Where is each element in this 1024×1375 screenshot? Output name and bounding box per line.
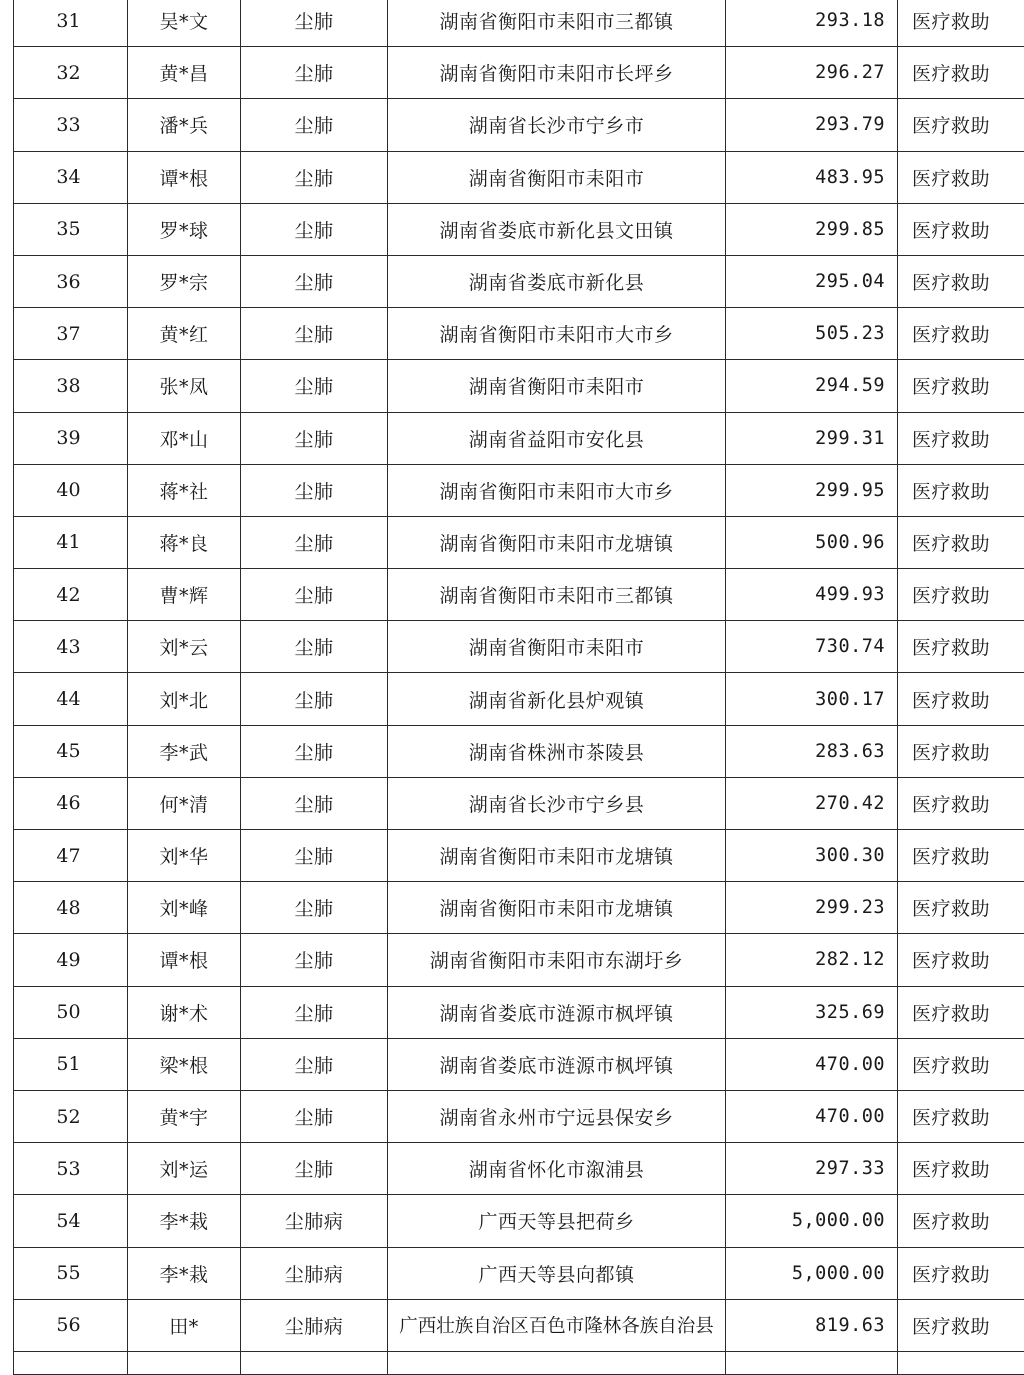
cell-address: 广西壮族自治区百色市隆林各族自治县	[388, 1299, 726, 1351]
cell-amount: 325.69	[726, 986, 898, 1038]
cell-name: 张*凤	[128, 360, 241, 412]
cell-disease: 尘肺	[241, 725, 388, 777]
cell-disease: 尘肺病	[241, 1195, 388, 1247]
cell-disease: 尘肺	[241, 255, 388, 307]
cell-disease: 尘肺	[241, 412, 388, 464]
cell-relief-type: 医疗救助	[898, 412, 1024, 464]
cell-name: 潘*兵	[128, 99, 241, 151]
table-row	[14, 1038, 1024, 1090]
cell-name: 刘*华	[128, 830, 241, 882]
cell-name: 蒋*社	[128, 464, 241, 516]
cell-address: 湖南省长沙市宁乡市	[388, 99, 726, 151]
cell-serial-number: 37	[14, 308, 128, 360]
cell-address: 湖南省娄底市新化县	[388, 255, 726, 307]
cell-relief-type: 医疗救助	[898, 830, 1024, 882]
cell-address: 湖南省衡阳市耒阳市三都镇	[388, 569, 726, 621]
cell-name: 刘*峰	[128, 882, 241, 934]
cell-amount: 299.95	[726, 464, 898, 516]
cell-serial-number: 31	[14, 0, 128, 47]
cell-relief-type: 医疗救助	[898, 516, 1024, 568]
cell-address: 湖南省娄底市涟源市枫坪镇	[388, 986, 726, 1038]
cell-serial-number: 42	[14, 569, 128, 621]
cell-relief-type: 医疗救助	[898, 986, 1024, 1038]
cell-serial-number: 56	[14, 1299, 128, 1351]
cell-address: 湖南省长沙市宁乡县	[388, 777, 726, 829]
cell-relief-type: 医疗救助	[898, 47, 1024, 99]
cell-disease: 尘肺	[241, 203, 388, 255]
table-row	[14, 1195, 1024, 1247]
cell-disease: 尘肺病	[241, 1247, 388, 1299]
cell-name: 谭*根	[128, 934, 241, 986]
cell-amount: 283.63	[726, 725, 898, 777]
cell-name: 刘*北	[128, 673, 241, 725]
cell-disease: 尘肺	[241, 151, 388, 203]
table-row-partial	[14, 1351, 1024, 1374]
cell-address: 湖南省衡阳市耒阳市大市乡	[388, 464, 726, 516]
cell-amount: 470.00	[726, 1090, 898, 1142]
cell-amount: 499.93	[726, 569, 898, 621]
cell-address: 湖南省益阳市安化县	[388, 412, 726, 464]
cell-address: 湖南省衡阳市耒阳市	[388, 360, 726, 412]
cell-serial-number: 51	[14, 1038, 128, 1090]
cell-name: 梁*根	[128, 1038, 241, 1090]
cell-disease: 尘肺	[241, 1143, 388, 1195]
cell-amount: 293.18	[726, 0, 898, 47]
cell-relief-type: 医疗救助	[898, 0, 1024, 47]
cell-relief-type: 医疗救助	[898, 203, 1024, 255]
table-row	[14, 0, 1024, 47]
table-row	[14, 464, 1024, 516]
cell-address: 湖南省娄底市涟源市枫坪镇	[388, 1038, 726, 1090]
table-row	[14, 777, 1024, 829]
table-row	[14, 151, 1024, 203]
table-row	[14, 203, 1024, 255]
table-row	[14, 1247, 1024, 1299]
cell-disease: 尘肺	[241, 882, 388, 934]
cell-disease: 尘肺	[241, 986, 388, 1038]
cell-name: 邓*山	[128, 412, 241, 464]
cell-address: 湖南省娄底市新化县文田镇	[388, 203, 726, 255]
cell-name: 黄*宇	[128, 1090, 241, 1142]
cell-serial-number: 49	[14, 934, 128, 986]
cell-disease: 尘肺	[241, 47, 388, 99]
cell-amount: 270.42	[726, 777, 898, 829]
cell-serial-number: 34	[14, 151, 128, 203]
cell-address: 湖南省衡阳市耒阳市龙塘镇	[388, 516, 726, 568]
cell-address: 湖南省衡阳市耒阳市龙塘镇	[388, 882, 726, 934]
cell-amount: 299.23	[726, 882, 898, 934]
table-row	[14, 255, 1024, 307]
cell-name: 黄*红	[128, 308, 241, 360]
table-row	[14, 882, 1024, 934]
cell-relief-type: 医疗救助	[898, 1247, 1024, 1299]
cell-amount: 296.27	[726, 47, 898, 99]
cell-amount: 300.30	[726, 830, 898, 882]
cell-disease: 尘肺	[241, 621, 388, 673]
cell-address: 湖南省株洲市茶陵县	[388, 725, 726, 777]
cell-relief-type: 医疗救助	[898, 151, 1024, 203]
cell-disease: 尘肺	[241, 464, 388, 516]
cell-address: 湖南省衡阳市耒阳市	[388, 151, 726, 203]
cell-disease: 尘肺	[241, 673, 388, 725]
cell-name: 谭*根	[128, 151, 241, 203]
table-row	[14, 99, 1024, 151]
cell-amount: 470.00	[726, 1038, 898, 1090]
cell-relief-type: 医疗救助	[898, 1090, 1024, 1142]
table-row	[14, 47, 1024, 99]
cell-relief-type: 医疗救助	[898, 777, 1024, 829]
cell-relief-type: 医疗救助	[898, 1299, 1024, 1351]
cell-amount: 295.04	[726, 255, 898, 307]
table-row	[14, 934, 1024, 986]
cell-disease: 尘肺	[241, 360, 388, 412]
cell-amount: 819.63	[726, 1299, 898, 1351]
cell-address: 湖南省新化县炉观镇	[388, 673, 726, 725]
cell-disease: 尘肺	[241, 777, 388, 829]
cell-address: 湖南省衡阳市耒阳市	[388, 621, 726, 673]
cell-relief-type: 医疗救助	[898, 1143, 1024, 1195]
cell-relief-type: 医疗救助	[898, 621, 1024, 673]
cell-address: 湖南省衡阳市耒阳市龙塘镇	[388, 830, 726, 882]
cell-address: 湖南省衡阳市耒阳市东湖圩乡	[388, 934, 726, 986]
cell-serial-number: 55	[14, 1247, 128, 1299]
table-row	[14, 412, 1024, 464]
cell-disease: 尘肺	[241, 308, 388, 360]
cell-relief-type: 医疗救助	[898, 569, 1024, 621]
cell-relief-type: 医疗救助	[898, 255, 1024, 307]
cell-name: 田*	[128, 1299, 241, 1351]
cell-serial-number: 50	[14, 986, 128, 1038]
cell-serial-number: 44	[14, 673, 128, 725]
cell-name: 曹*辉	[128, 569, 241, 621]
empty-cell	[241, 1351, 388, 1374]
cell-relief-type: 医疗救助	[898, 673, 1024, 725]
cell-amount: 505.23	[726, 308, 898, 360]
cell-amount: 299.85	[726, 203, 898, 255]
cell-serial-number: 35	[14, 203, 128, 255]
cell-name: 李*栽	[128, 1247, 241, 1299]
cell-name: 刘*云	[128, 621, 241, 673]
table-row	[14, 725, 1024, 777]
cell-address: 湖南省衡阳市耒阳市长坪乡	[388, 47, 726, 99]
cell-serial-number: 41	[14, 516, 128, 568]
cell-serial-number: 33	[14, 99, 128, 151]
cell-amount: 500.96	[726, 516, 898, 568]
cell-serial-number: 47	[14, 830, 128, 882]
cell-name: 罗*宗	[128, 255, 241, 307]
cell-amount: 300.17	[726, 673, 898, 725]
table-row	[14, 986, 1024, 1038]
cell-address: 湖南省怀化市溆浦县	[388, 1143, 726, 1195]
cell-serial-number: 46	[14, 777, 128, 829]
cell-relief-type: 医疗救助	[898, 882, 1024, 934]
cell-name: 罗*球	[128, 203, 241, 255]
cell-serial-number: 52	[14, 1090, 128, 1142]
cell-amount: 293.79	[726, 99, 898, 151]
cell-amount: 294.59	[726, 360, 898, 412]
cell-relief-type: 医疗救助	[898, 464, 1024, 516]
cell-disease: 尘肺	[241, 1090, 388, 1142]
cell-disease: 尘肺	[241, 516, 388, 568]
table-row	[14, 830, 1024, 882]
cell-address: 广西天等县向都镇	[388, 1247, 726, 1299]
cell-serial-number: 40	[14, 464, 128, 516]
cell-serial-number: 48	[14, 882, 128, 934]
cell-disease: 尘肺	[241, 569, 388, 621]
cell-amount: 483.95	[726, 151, 898, 203]
empty-cell	[14, 1351, 128, 1374]
cell-disease: 尘肺病	[241, 1299, 388, 1351]
cell-disease: 尘肺	[241, 99, 388, 151]
empty-cell	[128, 1351, 241, 1374]
cell-amount: 282.12	[726, 934, 898, 986]
cell-address: 湖南省永州市宁远县保安乡	[388, 1090, 726, 1142]
cell-address: 广西天等县把荷乡	[388, 1195, 726, 1247]
cell-relief-type: 医疗救助	[898, 1038, 1024, 1090]
cell-name: 刘*运	[128, 1143, 241, 1195]
cell-serial-number: 32	[14, 47, 128, 99]
cell-serial-number: 36	[14, 255, 128, 307]
cell-name: 黄*昌	[128, 47, 241, 99]
table-row	[14, 308, 1024, 360]
cell-name: 吴*文	[128, 0, 241, 47]
cell-relief-type: 医疗救助	[898, 308, 1024, 360]
cell-name: 谢*术	[128, 986, 241, 1038]
cell-amount: 730.74	[726, 621, 898, 673]
cell-serial-number: 43	[14, 621, 128, 673]
cell-serial-number: 53	[14, 1143, 128, 1195]
cell-name: 李*武	[128, 725, 241, 777]
cell-disease: 尘肺	[241, 934, 388, 986]
table-row	[14, 1143, 1024, 1195]
cell-name: 蒋*良	[128, 516, 241, 568]
table-row	[14, 569, 1024, 621]
cell-amount: 5,000.00	[726, 1247, 898, 1299]
cell-name: 李*栽	[128, 1195, 241, 1247]
cell-serial-number: 39	[14, 412, 128, 464]
cell-address: 湖南省衡阳市耒阳市大市乡	[388, 308, 726, 360]
table-row	[14, 1090, 1024, 1142]
table-body	[14, 0, 1024, 1374]
table-row	[14, 1299, 1024, 1351]
cell-disease: 尘肺	[241, 1038, 388, 1090]
cell-relief-type: 医疗救助	[898, 934, 1024, 986]
empty-cell	[388, 1351, 726, 1374]
empty-cell	[726, 1351, 898, 1374]
cell-address: 湖南省衡阳市耒阳市三都镇	[388, 0, 726, 47]
cell-disease: 尘肺	[241, 0, 388, 47]
cell-amount: 5,000.00	[726, 1195, 898, 1247]
cell-amount: 297.33	[726, 1143, 898, 1195]
cell-relief-type: 医疗救助	[898, 1195, 1024, 1247]
table-row	[14, 673, 1024, 725]
table-row	[14, 516, 1024, 568]
cell-serial-number: 45	[14, 725, 128, 777]
cell-relief-type: 医疗救助	[898, 725, 1024, 777]
cell-relief-type: 医疗救助	[898, 360, 1024, 412]
cell-name: 何*清	[128, 777, 241, 829]
table-row	[14, 360, 1024, 412]
cell-amount: 299.31	[726, 412, 898, 464]
cell-serial-number: 38	[14, 360, 128, 412]
cell-disease: 尘肺	[241, 830, 388, 882]
relief-table	[13, 0, 1024, 1375]
empty-cell	[898, 1351, 1024, 1374]
table-row	[14, 621, 1024, 673]
cell-serial-number: 54	[14, 1195, 128, 1247]
cell-relief-type: 医疗救助	[898, 99, 1024, 151]
